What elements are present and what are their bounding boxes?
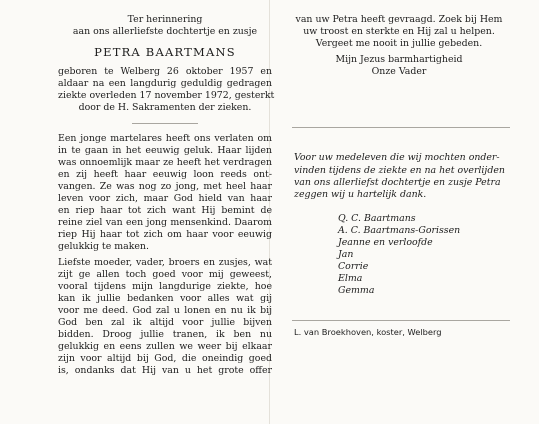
text-line: in te gaan in het eeuwig geluk. Haar lijden [58, 144, 272, 156]
signatories [338, 213, 510, 298]
paragraph-2 [58, 257, 272, 378]
signatory: Jeanne en verloofde [338, 237, 433, 249]
bio [58, 66, 275, 114]
deceased-name: PETRA BAARTMANS [94, 45, 236, 60]
text-line: zijt ge allen toch goed voor mij geweest, [58, 268, 272, 280]
text-line: leven voor zich, maar God hield van haar [58, 193, 272, 205]
text-line: riep Hij haar tot zich om haar voor eeuwig [58, 229, 272, 241]
thanks-line: vinden tijdens de ziekte en na het overlijden [294, 164, 505, 176]
text-line: zijn voor altijd bij God, die oneindig goed [58, 353, 272, 365]
right-panel [288, 10, 510, 338]
prayer-line: Onze Vader [371, 66, 427, 78]
prayer-line: Mijn Jezus barmhartigheid [335, 54, 463, 66]
thanks-line: van ons allerliefst dochtertje en zusje Petra [294, 176, 501, 188]
bio-line: geboren te Welberg 26 oktober 1957 en [58, 66, 272, 78]
text-line: Een jonge martelares heeft ons verlaten om [58, 132, 272, 144]
left-panel [58, 10, 275, 377]
signatory: Q. C. Baartmans [338, 212, 416, 224]
text-line: God ben zal ik altijd voor jullie bijven [58, 316, 272, 328]
signatory: Gemma [338, 285, 375, 297]
bio-line: aldaar na een langdurig geduldig gedragen [58, 78, 272, 90]
thanks-line: zeggen wij u hartelijk dank. [294, 188, 427, 200]
continuation [288, 14, 510, 50]
intro-line: Ter herinnering [127, 14, 203, 25]
text-line: uw troost en sterkte en Hij zal u helpen. [303, 26, 495, 38]
text-line: gelukkig en eens zullen we weer bij elkaar [58, 341, 272, 353]
divider [292, 320, 510, 321]
paragraph-1 [58, 133, 272, 254]
text-line: was onnoemlijk maar ze heeft het verdragen [58, 156, 272, 168]
text-line: is, ondanks dat Hij van u het grote offer [58, 365, 272, 377]
text-line: gelukkig te maken. [58, 241, 149, 253]
text-line: reine ziel van een jong mensenkind. Daarom [58, 217, 272, 229]
signatory: Corrie [338, 261, 369, 273]
text-line: vooral tijdens mijn langdurige ziekte, hoe [58, 280, 272, 292]
text-line: bidden. Droog jullie tranen, ik ben nu [58, 329, 272, 341]
divider [292, 127, 510, 128]
text-line: en zij heeft haar eeuwig loon reeds ont- [58, 168, 272, 180]
thanks-note [294, 152, 510, 200]
signatory: Jan [338, 249, 354, 261]
signatory: A. C. Baartmans-Gorissen [338, 224, 461, 236]
printer-credit: L. van Broekhoven, koster, Welberg [294, 326, 442, 337]
text-line: kan ik jullie bedanken voor alles wat gij [58, 292, 272, 304]
text-line: van uw Petra heeft gevraagd. Zoek bij Hem [295, 14, 503, 25]
text-line: en riep haar tot zich want Hij bemint de [58, 205, 272, 217]
divider [132, 123, 198, 124]
text-line: Liefste moeder, vader, broers en zusjes, wat [58, 256, 272, 268]
bio-line: door de H. Sakramenten der zieken. [78, 102, 252, 114]
text-line: voor me deed. God zal u lonen en nu ik bij [58, 304, 272, 316]
thanks-line: Voor uw medeleven die wij mochten onder- [294, 152, 500, 164]
text-line: vangen. Ze was nog zo jong, met heel haar [58, 180, 272, 192]
intro-line: aan ons allerliefste dochtertje en zusje [72, 26, 258, 38]
intro [58, 14, 272, 38]
bio-line: ziekte overleden 17 november 1972, gesterkt [58, 90, 275, 102]
prayer [288, 54, 510, 78]
text-line: Vergeet me nooit in jullie gebeden. [315, 38, 483, 50]
signatory: Elma [338, 273, 363, 285]
